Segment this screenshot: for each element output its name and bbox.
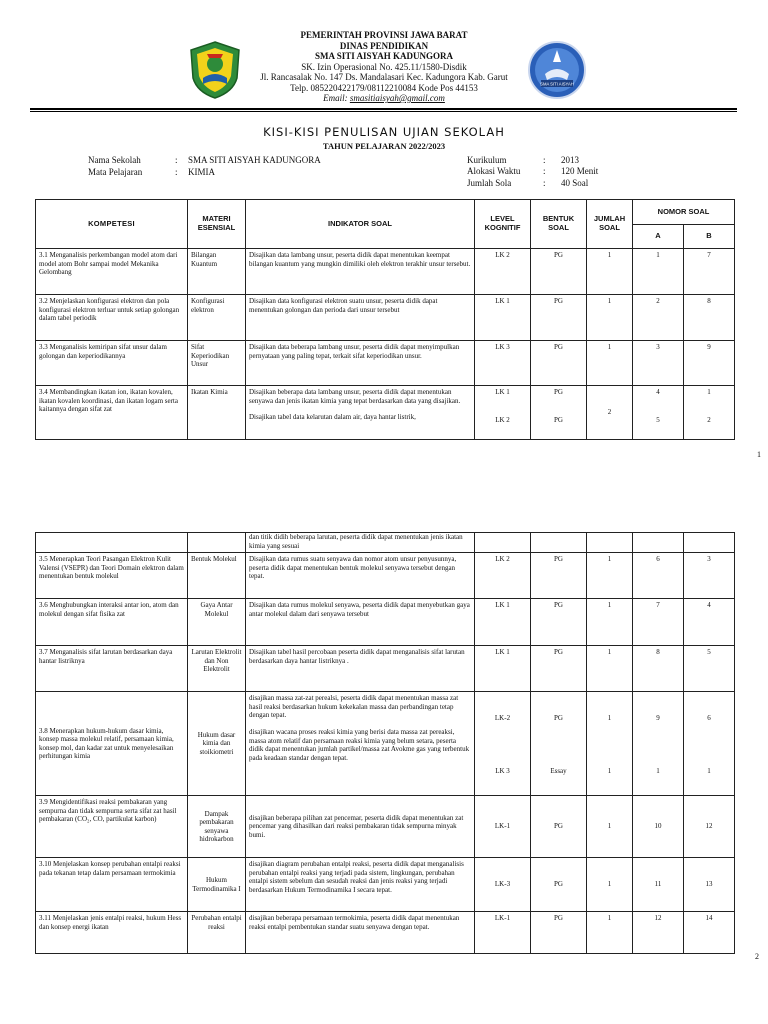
kompetensi-cell: 3.10 Menjelaskan konsep perubahan entalpi reaksi pada tekanan tetap dalam persamaan termokimia (36, 858, 188, 912)
jumlah-cell: 1 (587, 796, 633, 858)
kompetensi-cell: 3.4 Membandingkan ikatan ion, ikatan kovalen, ikatan kovalen koordinasi, dan ikatan logam serta kaitannya dengan sifat zat (36, 386, 188, 440)
nomor-a-cell: 11 (633, 858, 684, 912)
nomor-a-text: 9 (656, 714, 660, 723)
table-row (36, 692, 735, 796)
school-logo-icon (527, 40, 587, 100)
curriculum-value: 2013 (561, 155, 579, 165)
kompetensi-cell: 3.11 Menjelaskan jenis entalpi reaksi, hukum Hess dan konsep energi ikatan (36, 912, 188, 954)
kompetensi-cell: 3.1 Menganalisis perkembangan model atom dari model atom Bohr sampai model Mekanika Gelombang (36, 249, 188, 295)
nomor-a-cell (633, 692, 684, 796)
kompetensi-cell: 3.8 Menerapkan hukum-hukum dasar kimia, konsep massa molekul relatif, persamaan kimia, konsep mol, dan kadar zat untuk menyelesaikan perhitungan kimia (36, 692, 188, 796)
materi-cell: Ikatan Kimia (188, 386, 246, 440)
table-row (36, 796, 735, 858)
table-row (36, 341, 735, 386)
indikator-text: Disajikan beberapa data lambang unsur, peserta didik dapat menentukan senyawa dan jenis ikatan kimia yang tepat berdasarkan data yang disajikan. (249, 388, 461, 405)
jumlah-cell: 1 (587, 858, 633, 912)
indikator-cell (246, 386, 475, 440)
header-kompetensi: KOMPETESI (36, 200, 188, 249)
jumlah-cell: 1 (587, 553, 633, 599)
level-cell: LK 1 (475, 646, 531, 692)
header-rule (30, 108, 737, 110)
indikator-text-2: Disajikan tabel data kelarutan dalam air, daya hantar listrik, (249, 413, 416, 422)
level-cell: LK 1 (475, 599, 531, 646)
letterhead-line-4: SK. Izin Operasional No. 425.11/1580-Disdik (301, 61, 467, 72)
email-label: Email: (323, 93, 348, 103)
letterhead-line-2: DINAS PENDIDIKAN (339, 40, 429, 51)
materi-cell: Gaya Antar Molekul (188, 599, 246, 646)
header-bentuk: BENTUK SOAL (531, 200, 587, 249)
kompetensi-cell: 3.7 Menganalisis sifat larutan berdasarkan daya hantar listriknya (36, 646, 188, 692)
materi-cell: Bilangan Kuantum (188, 249, 246, 295)
school-name-label: Nama Sekolah (88, 155, 141, 165)
indikator-cell: Disajikan data rumus suatu senyawa dan nomor atom unsur penyusunnya, peserta didik dapat menentukan bentuk molekul senyawa tersebut dengan tepat. (246, 553, 475, 599)
nomor-a-cell: 2 (633, 295, 684, 341)
bentuk-cell (531, 692, 587, 796)
meta-right (467, 155, 647, 191)
indikator-cell: Disajikan tabel hasil percobaan peserta didik dapat menganalisis sifat larutan berdasarkan daya hantar listriknya . (246, 646, 475, 692)
kompetensi-cell: 3.6 Menghubungkan interaksi antar ion, atom dan molekul dengan sifat fisika zat (36, 599, 188, 646)
header-indikator: INDIKATOR SOAL (246, 200, 475, 249)
nomor-b-cell: 8 (684, 295, 735, 341)
materi-cell: Larutan Elektrolit dan Non Elektrolit (188, 646, 246, 692)
level-cell: LK-3 (475, 858, 531, 912)
level-text-2: LK 2 (495, 415, 510, 424)
level-text-2: LK 3 (495, 766, 510, 775)
page-gap (0, 462, 768, 532)
materi-cell: Hukum Termodinamika I (188, 858, 246, 912)
bentuk-text: PG (554, 714, 563, 723)
document-subtitle: TAHUN PELAJARAN 2022/2023 (322, 141, 446, 151)
nomor-a-text-2: 5 (656, 415, 660, 424)
materi-cell: Sifat Keperiodikan Unsur (188, 341, 246, 386)
page-2 (0, 532, 768, 1024)
header-nomor: NOMOR SOAL (633, 200, 735, 225)
school-name-value: SMA SITI AISYAH KADUNGORA (188, 155, 321, 165)
header-jumlah: JUMLAH SOAL (587, 200, 633, 249)
jumlah-cell: 1 (587, 912, 633, 954)
level-cell: LK-1 (475, 912, 531, 954)
page-1 (0, 0, 768, 462)
bentuk-text-2: PG (554, 415, 563, 424)
grid-table-page-1 (35, 199, 735, 440)
level-cell: LK 2 (475, 553, 531, 599)
level-text: LK-2 (494, 714, 511, 723)
bentuk-text: PG (554, 388, 563, 396)
header-a: A (633, 225, 684, 249)
nomor-a-cell: 10 (633, 796, 684, 858)
table-row (36, 858, 735, 912)
jumlah-text-2: 1 (607, 766, 612, 775)
nomor-a-cell: 3 (633, 341, 684, 386)
level-cell: LK 3 (475, 341, 531, 386)
meta-left (88, 155, 388, 179)
letterhead-line-5: Jl. Rancasalak No. 147 Ds. Mandalasari Kec. Kadungora Kab. Garut (260, 72, 508, 82)
indikator-text: disajikan massa zat-zat perealsi, peserta didik dapat menentukan massa zat hasil reaksi berdasarkan hukum kekekalan massa dan perbandingan tetap dengan tepat. (249, 694, 459, 720)
indikator-cell: Disajikan data rumus molekul senyawa, peserta didik dapat menyebutkan gaya antar molekul dalam dari senyawa tersebut (246, 599, 475, 646)
nomor-b-text: 1 (707, 388, 711, 396)
question-count-value: 40 Soal (561, 178, 589, 188)
level-cell: LK 1 (475, 295, 531, 341)
bentuk-text-2: Essay (550, 766, 567, 775)
grid-table-page-2 (35, 532, 735, 954)
table-row (36, 533, 735, 553)
bentuk-cell: PG (531, 912, 587, 954)
duration-value: 120 Menit (561, 166, 599, 176)
table-row (36, 249, 735, 295)
indikator-cell: Disajikan data beberapa lambang unsur, peserta didik dapat menyimpulkan pernyataan yang paling tepat, terkait sifat keperiodikan unsur. (246, 341, 475, 386)
header-materi: MATERI ESENSIAL (188, 200, 246, 249)
nomor-b-cell: 12 (684, 796, 735, 858)
question-count-label: Jumlah Sola (467, 178, 512, 188)
header-b: B (684, 225, 735, 249)
email-link[interactable]: smasitiaisyah@gmail.com (349, 93, 445, 103)
bentuk-cell: PG (531, 796, 587, 858)
nomor-a-cell: 12 (633, 912, 684, 954)
nomor-b-cell: 14 (684, 912, 735, 954)
nomor-a-text-2: 1 (656, 766, 660, 775)
nomor-b-text-2: 1 (707, 766, 711, 775)
subject-value: KIMIA (188, 167, 215, 177)
indikator-cell: disajikan diagram perubahan entalpi reaksi, peserta didik dapat menganalisis perubahan entalpi reaksi yang terjadi pada sistem, lingkungan, perubahan entalpi sistem sebelum dan sesudah reaksi dan jenis reaksi yang terjadi berdasarkan Hukum Termodinamika I secara tepat. (246, 858, 475, 912)
nomor-b-cell: 4 (684, 599, 735, 646)
table-row (36, 553, 735, 599)
kompetensi-cell: 3.9 Mengidentifikasi reaksi pembakaran yang sempurna dan tidak sempurna serta sifat zat hasil pembakaran (CO₂, CO, partikulat karbon) (36, 796, 188, 858)
indikator-cell: Disajikan data lambang unsur, peserta didik dapat menentukan keempat bilangan kuantum yang mungkin dimiliki oleh elektron terakhir unsur tersebut. (246, 249, 475, 295)
nomor-b-text: 6 (707, 714, 711, 723)
jumlah-cell: 1 (587, 341, 633, 386)
jumlah-cell (587, 692, 633, 796)
bentuk-cell: PG (531, 553, 587, 599)
nomor-a-cell: 7 (633, 599, 684, 646)
bentuk-cell: PG (531, 341, 587, 386)
nomor-b-cell: 3 (684, 553, 735, 599)
letterhead-line-3: SMA SITI AISYAH KADUNGORA (315, 51, 453, 61)
nomor-b-cell (684, 386, 735, 440)
indikator-text-2: disajikan wacana proses reaksi kimia yang berisi data massa zat pereaksi, massa atom relatif dan persamaan reaksi kimia yang belum setara, peserta didik dapat menentukan jumlah partikel/massa zat Avokme gas yang terbentuk pada keadaan standar dengan tepat. (249, 727, 470, 762)
materi-cell: Perubahan entalpi reaksi (188, 912, 246, 954)
nomor-b-cell: 13 (684, 858, 735, 912)
curriculum-label: Kurikulum (467, 155, 507, 165)
indikator-cell (246, 692, 475, 796)
page-number-2: 2 (755, 952, 759, 961)
page-number-1: 1 (757, 450, 761, 459)
header-rule-thin (30, 111, 737, 112)
indikator-cell: disajikan beberapa persamaan termokimia, peserta didik dapat menentukan reaksi entalpi pembentukan standar suatu senyawa dengan tepat. (246, 912, 475, 954)
materi-cell: Dampak pembakaran senyawa hidrokarbon (188, 796, 246, 858)
subject-label: Mata Pelajaran (88, 167, 143, 177)
nomor-a-cell (633, 386, 684, 440)
jumlah-cell: 2 (587, 386, 633, 440)
table-row (36, 295, 735, 341)
duration-label: Alokasi Waktu (467, 166, 521, 176)
nomor-b-cell: 7 (684, 249, 735, 295)
document-title: KISI-KISI PENULISAN UJIAN SEKOLAH (263, 125, 505, 139)
level-cell (475, 692, 531, 796)
jumlah-cell: 1 (587, 646, 633, 692)
header-level: LEVEL KOGNITIF (475, 200, 531, 249)
indikator-cell: disajikan beberapa pilihan zat pencemar, peserta didik dapat menentukan zat pencemar yang dihasilkan dari reaksi pembakaran tidak sempurna minyak bumi. (246, 796, 475, 858)
letterhead-line-1: PEMERINTAH PROVINSI JAWA BARAT (300, 30, 468, 40)
nomor-b-cell: 5 (684, 646, 735, 692)
bentuk-cell: PG (531, 249, 587, 295)
bentuk-cell: PG (531, 858, 587, 912)
bentuk-cell: PG (531, 646, 587, 692)
question-count-sep: : (543, 178, 546, 188)
materi-cell: Bentuk Molekul (188, 553, 246, 599)
nomor-a-cell: 1 (633, 249, 684, 295)
table-row (36, 386, 735, 440)
nomor-b-text-2: 2 (707, 415, 711, 424)
nomor-b-cell (684, 692, 735, 796)
curriculum-sep: : (543, 155, 546, 165)
jumlah-cell: 1 (587, 249, 633, 295)
subject-sep: : (175, 167, 178, 177)
jumlah-cell: 1 (587, 295, 633, 341)
bentuk-cell: PG (531, 599, 587, 646)
letterhead-line-6: Telp. 085220422179/08112210084 Kode Pos 44153 (290, 82, 478, 93)
level-cell: LK-1 (475, 796, 531, 858)
nomor-a-cell: 6 (633, 553, 684, 599)
materi-cell: Hukum dasar kimia dan stoikiometri (188, 692, 246, 796)
indikator-cell: Disajikan data konfigurasi elektron suatu unsur, peserta didik dapat menentukan golongan dan perioda dari unsur tersebut (246, 295, 475, 341)
table-row (36, 912, 735, 954)
kompetensi-cell: 3.3 Menganalisis kemiripan sifat unsur dalam golongan dan keperiodikannya (36, 341, 188, 386)
level-cell (475, 386, 531, 440)
bentuk-cell (531, 386, 587, 440)
bentuk-cell: PG (531, 295, 587, 341)
letterhead (0, 30, 768, 104)
nomor-a-cell: 8 (633, 646, 684, 692)
table-row (36, 599, 735, 646)
indikator-cell: dan titik didih beberapa larutan, peserta didik dapat menentukan jenis ikatan kimia yang sesuai (246, 533, 475, 553)
materi-cell: Konfigurasi elektron (188, 295, 246, 341)
kompetensi-cell: 3.2 Menjelaskan konfigurasi elektron dan pola konfigurasi elektron terluar untuk setiap golongan dalam tabel periodik (36, 295, 188, 341)
school-logo-text: SMA SITI AISYAH (540, 81, 574, 87)
table-row (36, 646, 735, 692)
kompetensi-cell: 3.5 Menerapkan Teori Pasangan Elektron Kulit Valensi (VSEPR) dan Teori Domain elektron dalam menentukan bentuk molekul (36, 553, 188, 599)
nomor-b-cell: 9 (684, 341, 735, 386)
letterhead-email (0, 93, 768, 104)
level-cell: LK 2 (475, 249, 531, 295)
duration-sep: : (543, 166, 546, 176)
nomor-a-text: 4 (656, 388, 660, 396)
jumlah-cell: 1 (587, 599, 633, 646)
jumlah-text: 1 (607, 714, 612, 723)
school-name-sep: : (175, 155, 178, 165)
level-text: LK 1 (495, 388, 510, 396)
